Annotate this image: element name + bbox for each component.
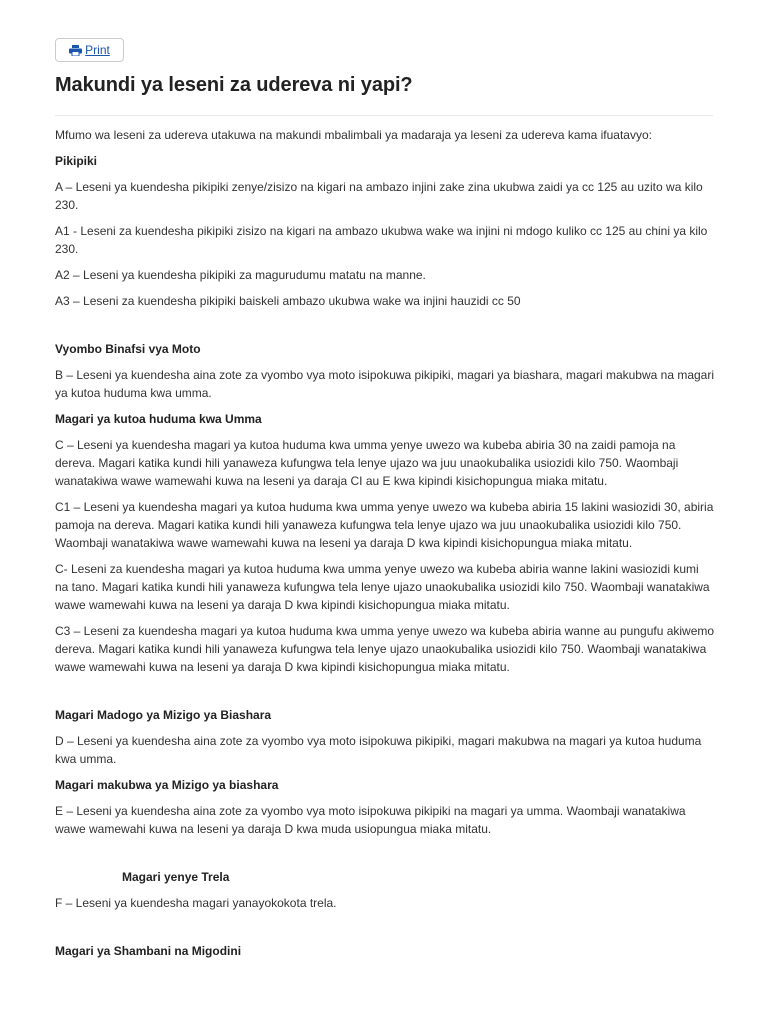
section-heading-pikipiki: Pikipiki (55, 154, 98, 168)
section-heading-makubwa: Magari makubwa ya Mizigo ya biashara (55, 778, 279, 792)
license-item: C- Leseni za kuendesha magari ya kutoa huduma kwa umma yenye uwezo wa kubeba abiria wanne lakini wasiozidi kumi na tano. Magari katika kundi hili yanaweza kufungwa tela lenye ujazo unaokubalika usiozidi kilo 750. Waombaji wanatakiwa wawe wamewahi kuwa na leseni ya daraja D kwa kipindi kisichopungua miaka mitatu. (55, 562, 710, 612)
section-heading-trela: Magari yenye Trela (122, 870, 230, 884)
license-item: E – Leseni ya kuendesha aina zote za vyombo vya moto isipokuwa pikipiki na magari ya umma. Waombaji wanatakiwa wawe wamewahi kuwa na leseni ya daraja D kwa muda usiopungua miaka mitatu. (55, 804, 686, 836)
printer-icon (69, 45, 82, 56)
article-body (55, 126, 715, 968)
license-item: C1 – Leseni ya kuendesha magari ya kutoa huduma kwa umma yenye uwezo wa kubeba abiria 15 lakini wasiozidi 30, abiria pamoja na dereva. Magari katika kundi hili yanaweza kufungwa tela lenye ujazo wa juu unaokubalika usiozidi kilo 750. Waombaji wanatakiwa wawe wamewahi kuwa na leseni ya daraja D kwa kipindi kisichopungua miaka mitatu. (55, 500, 714, 550)
print-button[interactable] (55, 38, 124, 62)
print-label[interactable]: Print (85, 43, 110, 57)
intro-paragraph: Mfumo wa leseni za udereva utakuwa na makundi mbalimbali ya madaraja ya leseni za udereva kama ifuatavyo: (55, 128, 652, 142)
license-item: C3 – Leseni za kuendesha magari ya kutoa huduma kwa umma yenye uwezo wa kubeba abiria wanne au pungufu akiwemo dereva. Magari katika kundi hili yanaweza kufungwa tela lenye ujazo unaokubalika usiozidi kilo 750. Waombaji wanatakiwa wawe wamewahi kuwa na leseni ya daraja D kwa kipindi kisichopungua miaka mitatu. (55, 624, 715, 674)
section-heading-binafsi: Vyombo Binafsi vya Moto (55, 342, 201, 356)
license-item: A – Leseni ya kuendesha pikipiki zenye/zisizo na kigari na ambazo injini zake zina ukubwa zaidi ya cc 125 au uzito wa kilo 230. (55, 180, 703, 212)
license-item: A1 - Leseni za kuendesha pikipiki zisizo na kigari na ambazo ukubwa wake wa injini ni mdogo kuliko cc 125 au chini ya kilo 230. (55, 224, 708, 256)
title-divider (55, 115, 713, 116)
license-item: C – Leseni ya kuendesha magari ya kutoa huduma kwa umma yenye uwezo wa kubeba abiria 30 na zaidi pamoja na dereva. Magari katika kundi hili yanaweza kufungwa tela lenye ujazo wa juu unaokubalika usiozidi kilo 750. Waombaji wanatakiwa wawe wamewahi kuwa na leseni ya daraja CI au E kwa kipindi kisichopungua miaka mitatu. (55, 438, 679, 488)
section-heading-madogo: Magari Madogo ya Mizigo ya Biashara (55, 708, 272, 722)
license-item: A2 – Leseni ya kuendesha pikipiki za magurudumu matatu na manne. (55, 268, 426, 282)
section-heading-umma: Magari ya kutoa huduma kwa Umma (55, 412, 262, 426)
license-item: A3 – Leseni za kuendesha pikipiki baiskeli ambazo ukubwa wake wa injini hauzidi cc 50 (55, 294, 521, 308)
page-title: Makundi ya leseni za udereva ni yapi? (55, 74, 413, 96)
license-item: B – Leseni ya kuendesha aina zote za vyombo vya moto isipokuwa pikipiki, magari ya biashara, magari makubwa na magari ya kutoa huduma kwa umma. (55, 368, 715, 400)
section-heading-shambani: Magari ya Shambani na Migodini (55, 944, 242, 958)
license-item: D – Leseni ya kuendesha aina zote za vyombo vya moto isipokuwa pikipiki, magari makubwa na magari ya kutoa huduma kwa umma. (55, 734, 702, 766)
license-item: F – Leseni ya kuendesha magari yanayokokota trela. (55, 896, 337, 910)
